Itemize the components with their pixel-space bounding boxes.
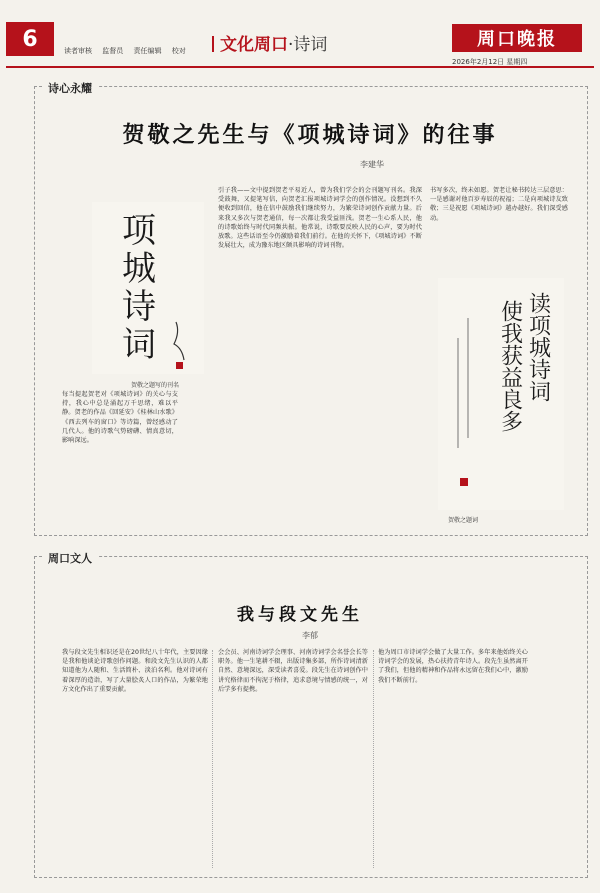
column-tag: 周口文人	[42, 550, 98, 566]
credit-item: 校对	[171, 47, 186, 55]
column-divider	[212, 650, 213, 868]
section-title: 文化周口·诗词	[212, 30, 327, 55]
calligraphy-image-left	[92, 202, 204, 374]
calligraphy-char: 诗	[122, 287, 156, 327]
calligraphy-line: 读项城诗词	[525, 292, 551, 402]
column-tag: 诗心永耀	[42, 80, 98, 96]
image-caption: 贺敬之题写的刊名	[130, 382, 179, 389]
article-body-column: 会会员、河南诗词学会理事、河南诗词学会名誉会长等职务。他一生笔耕不辍，出版诗集多部，所作诗词清新自然、意境深远，深受读者喜爱。段先生在诗词创作中讲究格律而不拘泥于格律，追求意境与情感的统一，对后学多有提携。	[218, 649, 368, 693]
section-subname: 诗词	[293, 35, 328, 55]
article-author: 李建华	[360, 160, 384, 169]
issue-date: 2026年2月12日 星期四	[452, 58, 528, 66]
article-title: 我与段文先生	[237, 605, 363, 625]
header-rule	[6, 66, 594, 68]
calligraphy-line: 使我获益良多	[497, 300, 523, 432]
page-number: 6	[6, 22, 54, 56]
newspaper-masthead: 周口晚报	[452, 24, 582, 52]
article-body-column: 他为周口市诗词学会做了大量工作。多年来他始终关心诗词学会的发展，热心扶持青年诗人。段先生虽然离开了我们，但他的精神和作品将永远留在我们心中，激励我们不断前行。	[378, 649, 528, 684]
column-divider	[373, 650, 374, 868]
credit-item: 读者审核	[64, 47, 92, 55]
image-caption: 贺敬之题词	[448, 517, 479, 524]
article-body-column: 书写多次，终未如愿。贺老让秘书转达三层意思：一是感谢对他百岁寿辰的祝福；二是向项城诗友致敬；三是祝愿《项城诗词》越办越好。我们深受感动。	[430, 187, 568, 222]
section-divider	[212, 36, 214, 52]
article-title: 贺敬之先生与《项城诗词》的往事	[122, 122, 498, 148]
calligraphy-char: 城	[122, 249, 156, 289]
calligraphy-char: 项	[122, 211, 156, 251]
section-name: 文化周口	[220, 35, 288, 55]
editorial-credits	[64, 46, 194, 56]
article-body-column: 每当提起贺老对《项城诗词》的关心与支持，我心中总是涌起万千思绪，难以平静。贺老的作品《回延安》《桂林山水歌》《西去列车的窗口》等诗篇，曾经感动了几代人。他的诗歌气势磅礴、情真意切，影响深远。	[62, 391, 178, 445]
credit-item: 责任编辑	[133, 47, 162, 55]
credit-item: 监督员	[102, 47, 124, 55]
article-body-column: 我与段文先生相识还是在20世纪八十年代，主要因缘是我和他谈论诗歌创作问题。和段文先生认识的人都知道他为人随和、生活简朴、淡泊名利。他对诗词有着深厚的造诣，写了大量脍炙人口的作品，为繁荣地方文化作出了重要贡献。	[62, 649, 208, 693]
calligraphy-char: 词	[122, 325, 156, 365]
article-author: 李郁	[302, 631, 318, 640]
calligraphy-image-right	[438, 278, 564, 510]
article-body-column: 引子我——文中提到贺老平易近人，曾为我们学会的会刊题写刊名。我深受鼓舞，又提笔写信，向贺老汇报项城诗词学会的创作情况。没想到不久便收到回信，他在信中鼓励我们继续努力，为繁荣诗词创作贡献力量。后来我又多次与贺老通信，每一次都让我受益匪浅。贺老一生心系人民，他的诗歌始终与时代同频共振。他常说，诗歌要反映人民的心声，要为时代放歌。这些话语至今仍激励着我们前行。在他的关怀下，《项城诗词》不断发展壮大，成为豫东地区颇具影响的诗词刊物。	[218, 187, 422, 250]
